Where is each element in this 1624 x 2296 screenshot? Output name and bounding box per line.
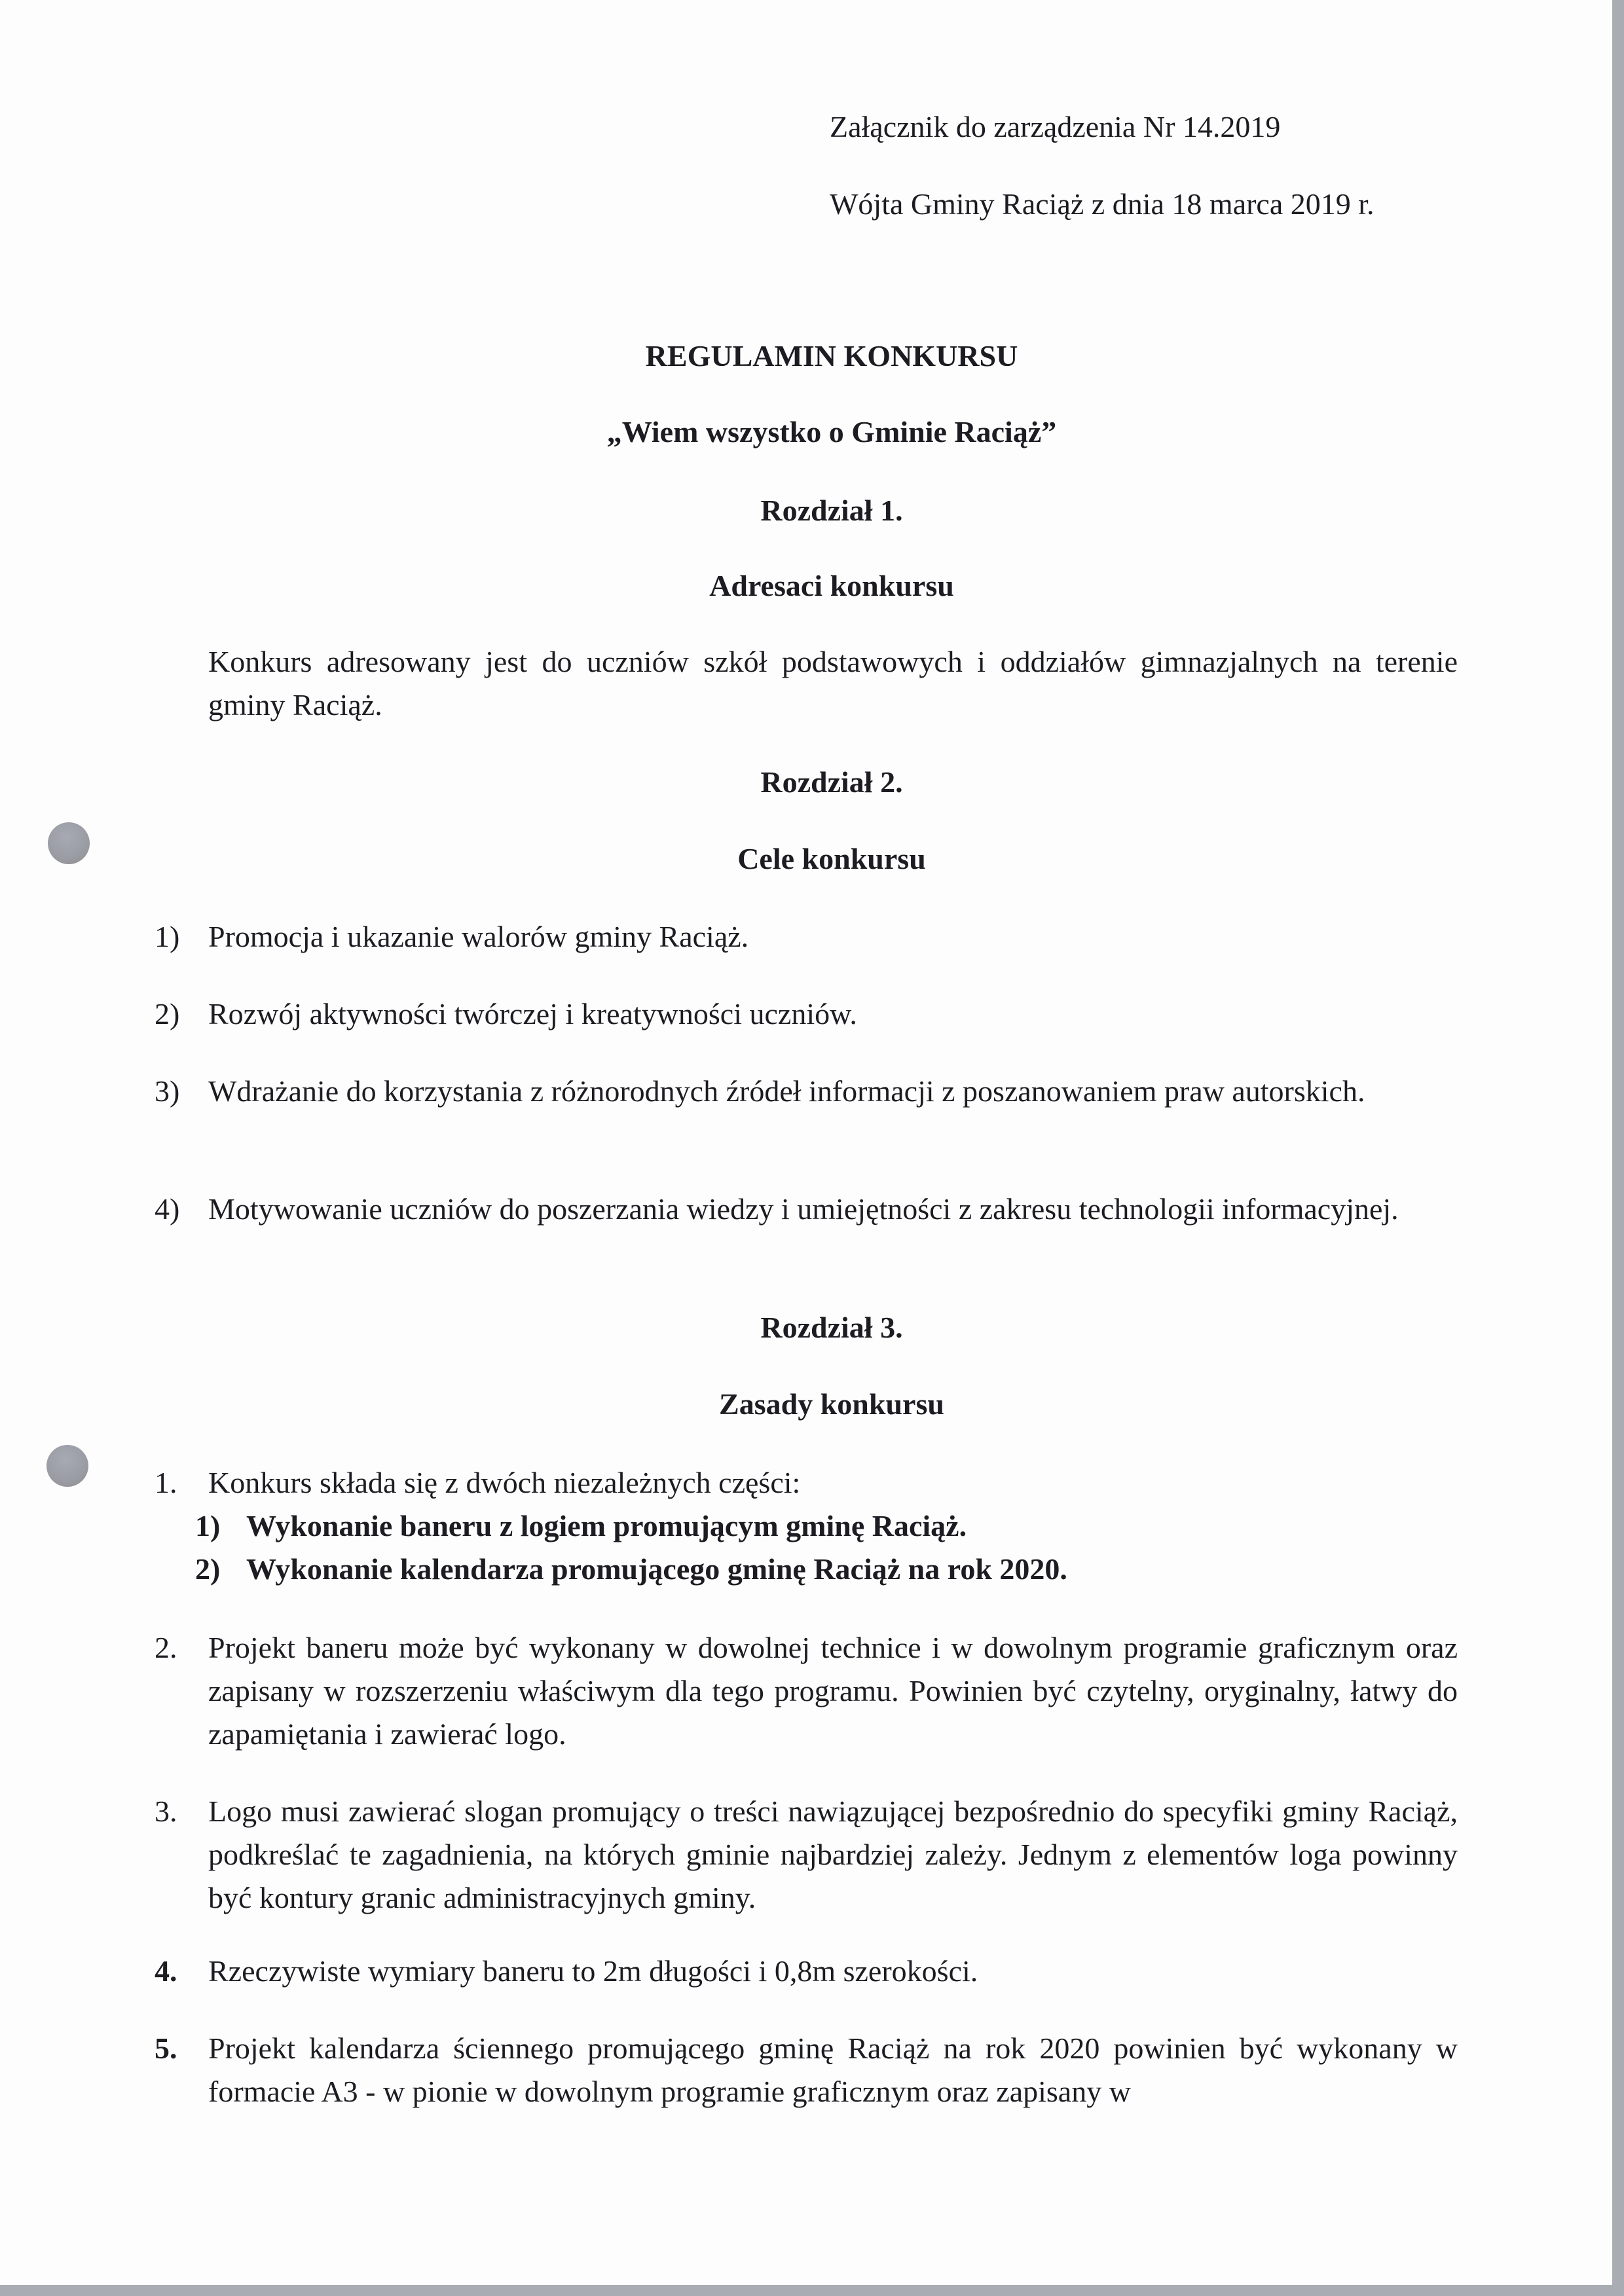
goal-item [155, 1070, 1458, 1113]
chapter-1-number: Rozdział 1. [760, 494, 903, 527]
rule-item [155, 2027, 1458, 2113]
rule-item [155, 1626, 1458, 1756]
goal-number: 3) [155, 1074, 180, 1108]
subitem-number: 1) [195, 1509, 221, 1542]
rule-text: Projekt kalendarza ściennego promującego gminę Raciąż na rok 2020 powinien być wykonany w formacie A3 - w pionie w dowolnym programie graficznym oraz zapisany w [208, 2032, 1458, 2108]
goal-number: 4) [155, 1192, 180, 1226]
rule-number: 3. [155, 1795, 177, 1828]
goal-text: Motywowanie uczniów do poszerzania wiedzy i umiejętności z zakresu technologii informacyjnej. [208, 1192, 1399, 1226]
rule-text: Rzeczywiste wymiary baneru to 2m długości i 0,8m szerokości. [208, 1954, 978, 1988]
goal-text: Rozwój aktywności twórczej i kreatywności uczniów. [208, 997, 857, 1030]
goal-text: Promocja i ukazanie walorów gminy Raciąż. [208, 920, 749, 953]
rule-subitem [195, 1504, 967, 1548]
subitem-text: Wykonanie baneru z logiem promującym gminę Raciąż. [246, 1509, 967, 1542]
goal-item [155, 915, 1458, 958]
subitem-text: Wykonanie kalendarza promującego gminę Raciąż na rok 2020. [246, 1552, 1067, 1586]
rule-number: 5. [155, 2032, 177, 2065]
goal-item [155, 1188, 1458, 1231]
attachment-header-line1: Załącznik do zarządzenia Nr 14.2019 [830, 110, 1281, 143]
rule-number: 1. [155, 1466, 177, 1499]
contest-name: „Wiem wszystko o Gminie Raciąż” [606, 415, 1057, 448]
goal-number: 2) [155, 997, 180, 1030]
rule-text: Logo musi zawierać slogan promujący o treści nawiązującej bezpośrednio do specyfiki gminy Raciąż, podkreślać te zagadnienia, na których gminie najbardziej zależy. Jednym z elementów loga powinny być kontury granic administracyjnych gminy. [208, 1795, 1458, 1914]
rule-item [155, 1950, 1458, 1993]
rule-item [155, 1461, 1458, 1504]
chapter-3-heading: Zasady konkursu [719, 1387, 944, 1421]
rule-item [155, 1790, 1458, 1920]
document-title: REGULAMIN KONKURSU [645, 339, 1018, 373]
subitem-number: 2) [195, 1552, 221, 1586]
rule-number: 2. [155, 1631, 177, 1664]
goal-item [155, 993, 1458, 1036]
rule-number: 4. [155, 1954, 177, 1988]
attachment-header-line2: Wójta Gminy Raciąż z dnia 18 marca 2019 r. [830, 187, 1375, 221]
chapter-1-heading: Adresaci konkursu [709, 569, 954, 602]
chapter-2-number: Rozdział 2. [760, 765, 903, 799]
punch-hole-icon [46, 1445, 88, 1487]
chapter-2-heading: Cele konkursu [737, 842, 926, 875]
rule-text: Projekt baneru może być wykonany w dowolnej technice i w dowolnym programie graficznym oraz zapisany w rozszerzeniu właściwym dla tego programu. Powinien być czytelny, oryginalny, łatwy do zapamiętania i zawierać logo. [208, 1631, 1458, 1751]
chapter-3-number: Rozdział 3. [760, 1311, 903, 1344]
goal-number: 1) [155, 920, 180, 953]
goal-text: Wdrażanie do korzystania z różnorodnych źródeł informacji z poszanowaniem praw autorskich. [208, 1074, 1365, 1108]
rule-text: Konkurs składa się z dwóch niezależnych części: [208, 1466, 801, 1499]
rule-subitem [195, 1548, 1067, 1591]
chapter-1-text: Konkurs adresowany jest do uczniów szkół podstawowych i oddziałów gimnazjalnych na terenie gminy Raciąż. [208, 645, 1458, 721]
